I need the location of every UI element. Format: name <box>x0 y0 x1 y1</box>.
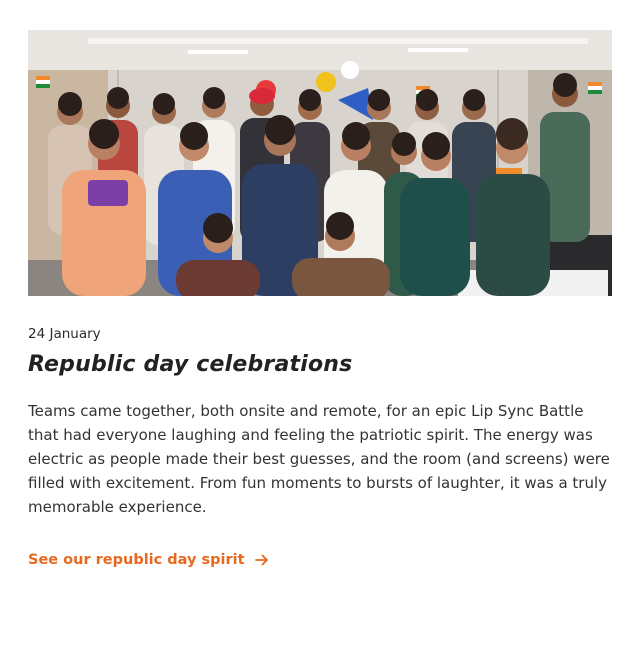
arrow-right-icon <box>255 554 269 566</box>
see-spirit-link[interactable] <box>28 552 269 568</box>
event-photo <box>28 30 612 296</box>
cta-label: See our republic day spirit <box>28 552 245 568</box>
post-title: Republic day celebrations <box>28 352 353 377</box>
news-card <box>28 30 612 568</box>
post-body: Teams came together, both onsite and remote, for an epic Lip Sync Battle that had everyone laughing and feeling the patriotic spirit. The energy was electric as people made their best guesses, and the room (and screens) were filled with excitement. From fun moments to bursts of laughter, it was a truly memorable experience. <box>28 402 610 516</box>
post-date: 24 January <box>28 326 101 342</box>
